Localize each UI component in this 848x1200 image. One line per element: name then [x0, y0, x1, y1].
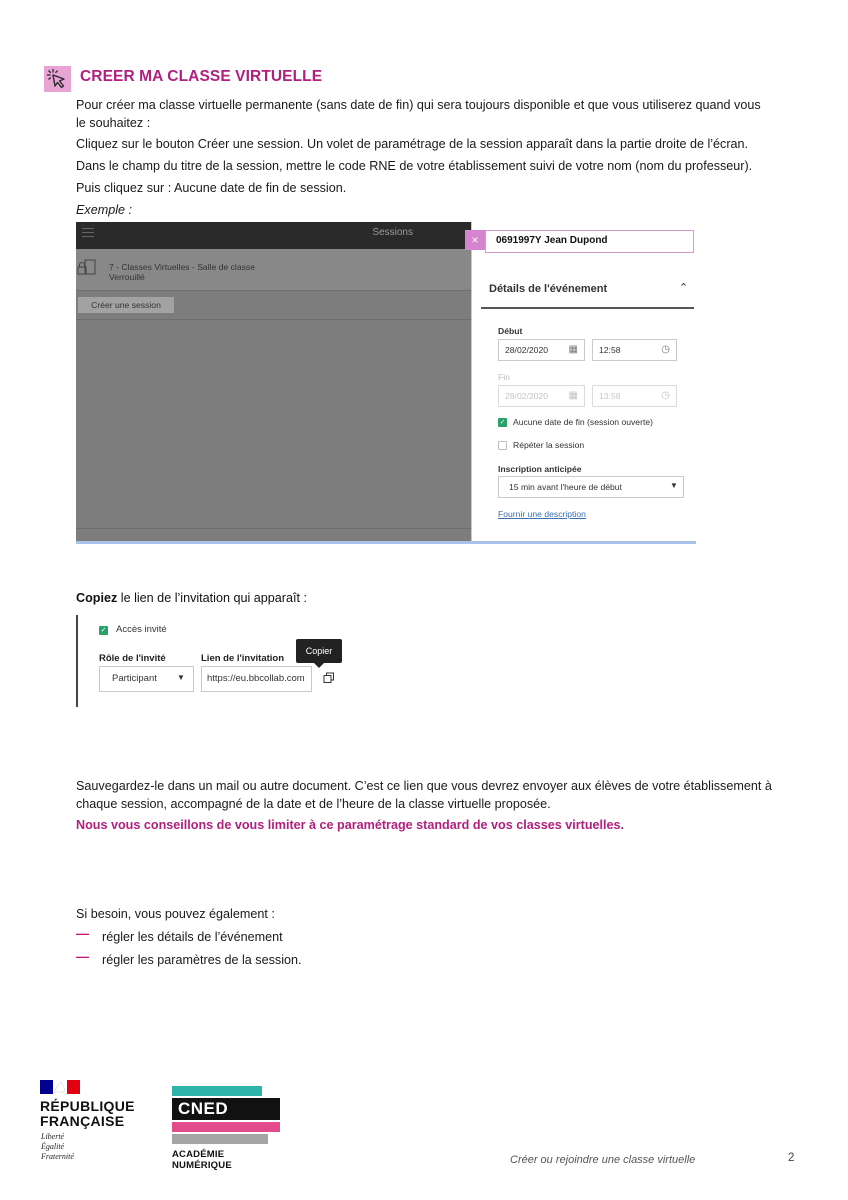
lock-icon — [76, 258, 98, 280]
intro-paragraph-3: Dans le champ du titre de la session, mettre le code RNE de votre établissement suivi de votre nom (nom du professeur). — [76, 159, 753, 173]
start-date-input[interactable] — [498, 339, 585, 361]
session-title-input[interactable]: 0691997Y Jean Dupond — [485, 230, 694, 253]
invitation-link-field[interactable]: https://eu.bbcollab.com — [201, 666, 312, 692]
early-entry-label: Inscription anticipée — [498, 464, 582, 474]
cned-sub: ACADÉMIE NUMÉRIQUE — [172, 1149, 232, 1171]
description-link[interactable]: Fournir une description — [498, 509, 586, 519]
no-end-date-label: Aucune date de fin (session ouverte) — [513, 417, 653, 427]
calendar-icon: ▦ — [568, 390, 578, 401]
divider — [76, 615, 78, 707]
create-session-button[interactable]: Créer une session — [78, 297, 174, 313]
session-panel-screenshot — [76, 222, 696, 544]
early-entry-select[interactable] — [498, 476, 684, 498]
republique-francaise-logo — [40, 1080, 140, 1168]
rf-line-1: RÉPUBLIQUE — [40, 1098, 135, 1114]
rf-motto-1: Liberté — [41, 1132, 65, 1141]
divider — [471, 222, 472, 542]
rf-motto-3: Fraternité — [41, 1152, 74, 1161]
marianne-flag-icon — [40, 1080, 80, 1094]
rf-motto-2: Égalité — [41, 1142, 65, 1151]
example-label: Exemple : — [76, 203, 132, 217]
chevron-up-icon[interactable]: ⌃ — [679, 282, 689, 294]
copy-instruction-bold: Copiez — [76, 591, 118, 605]
divider — [481, 307, 694, 309]
divider — [76, 541, 696, 544]
bullet-dash: — — [76, 949, 89, 964]
list-item: régler les détails de l’événement — [102, 930, 283, 944]
end-date-input[interactable] — [498, 385, 585, 407]
end-time-value: 13:58 — [599, 391, 621, 401]
start-date-value: 28/02/2020 — [505, 345, 549, 355]
divider — [76, 319, 471, 320]
copy-instruction-rest: le lien de l’invitation qui apparaît : — [117, 591, 308, 605]
guest-access-label: Accès invité — [116, 624, 167, 635]
end-date-value: 28/02/2020 — [505, 391, 549, 401]
invitation-link-label: Lien de l'invitation — [201, 653, 285, 664]
clock-icon[interactable]: ◷ — [661, 344, 670, 355]
intro-paragraph-1: Pour créer ma classe virtuelle permanente (sans date de fin) qui sera toujours disponible et que vous utiliserez quand vous le souhaitez : — [76, 98, 761, 130]
logo-bar — [172, 1122, 280, 1132]
close-button[interactable]: × — [465, 230, 485, 250]
copy-tooltip: Copier — [296, 639, 342, 663]
page-title: CREER MA CLASSE VIRTUELLE — [80, 68, 323, 85]
end-time-input[interactable] — [592, 385, 677, 407]
logo-bar — [172, 1134, 268, 1144]
repeat-session-checkbox[interactable] — [498, 441, 507, 450]
guest-access-checkbox[interactable]: ✓ — [100, 627, 107, 634]
repeat-session-label: Répéter la session — [513, 440, 585, 450]
early-entry-value: 15 min avant l'heure de début — [509, 482, 622, 492]
advice-text: Nous vous conseillons de vous limiter à ce paramétrage standard de vos classes virtuelles. — [76, 818, 625, 832]
calendar-icon[interactable]: ▦ — [568, 344, 578, 355]
start-time-value: 12:58 — [599, 345, 621, 355]
guest-role-select[interactable]: Participant — [99, 666, 194, 692]
intro-paragraph-4: Puis cliquez sur : Aucune date de fin de session. — [76, 181, 347, 195]
dropdown-arrow-icon[interactable]: ▼ — [670, 481, 678, 490]
course-name: 7 - Classes Virtuelles - Salle de classe — [109, 262, 255, 272]
page-number: 2 — [788, 1152, 795, 1164]
cned-name: CNED — [178, 1099, 229, 1118]
bullet-dash: — — [76, 926, 89, 941]
divider — [76, 528, 471, 529]
guest-role-label: Rôle de l'invité — [99, 653, 166, 664]
copy-instruction — [76, 591, 307, 605]
clock-icon: ◷ — [661, 390, 670, 401]
tooltip-tail — [314, 663, 324, 668]
copy-icon[interactable] — [323, 671, 335, 683]
end-label: Fin — [498, 372, 510, 382]
intro-paragraph-2: Cliquez sur le bouton Créer une session. Un volet de paramétrage de la session apparaît dans la partie droite de l’écran. — [76, 137, 749, 151]
options-intro: Si besoin, vous pouvez également : — [76, 907, 275, 921]
rf-line-2: FRANÇAISE — [40, 1113, 125, 1129]
dropdown-arrow-icon[interactable]: ▼ — [177, 673, 185, 682]
cursor-click-icon — [44, 66, 71, 92]
start-time-input[interactable] — [592, 339, 677, 361]
sessions-title: Sessions — [372, 227, 413, 238]
event-details-header[interactable]: Détails de l'événement — [489, 283, 608, 295]
save-paragraph: Sauvegardez-le dans un mail ou autre document. C’est ce lien que vous devrez envoyer aux élèves de votre établissement à chaque session, accompagné de la date et de l’heure de la classe virtuelle proposée. — [76, 779, 772, 811]
logo-bar — [172, 1086, 262, 1096]
no-end-date-checkbox[interactable]: ✓ — [499, 419, 506, 426]
list-item: régler les paramètres de la session. — [102, 953, 302, 967]
start-label: Début — [498, 326, 523, 336]
footer-caption: Créer ou rejoindre une classe virtuelle — [510, 1154, 696, 1166]
cned-logo — [172, 1086, 284, 1171]
guest-link-screenshot — [76, 615, 364, 707]
course-status: Verrouillé — [109, 272, 145, 282]
